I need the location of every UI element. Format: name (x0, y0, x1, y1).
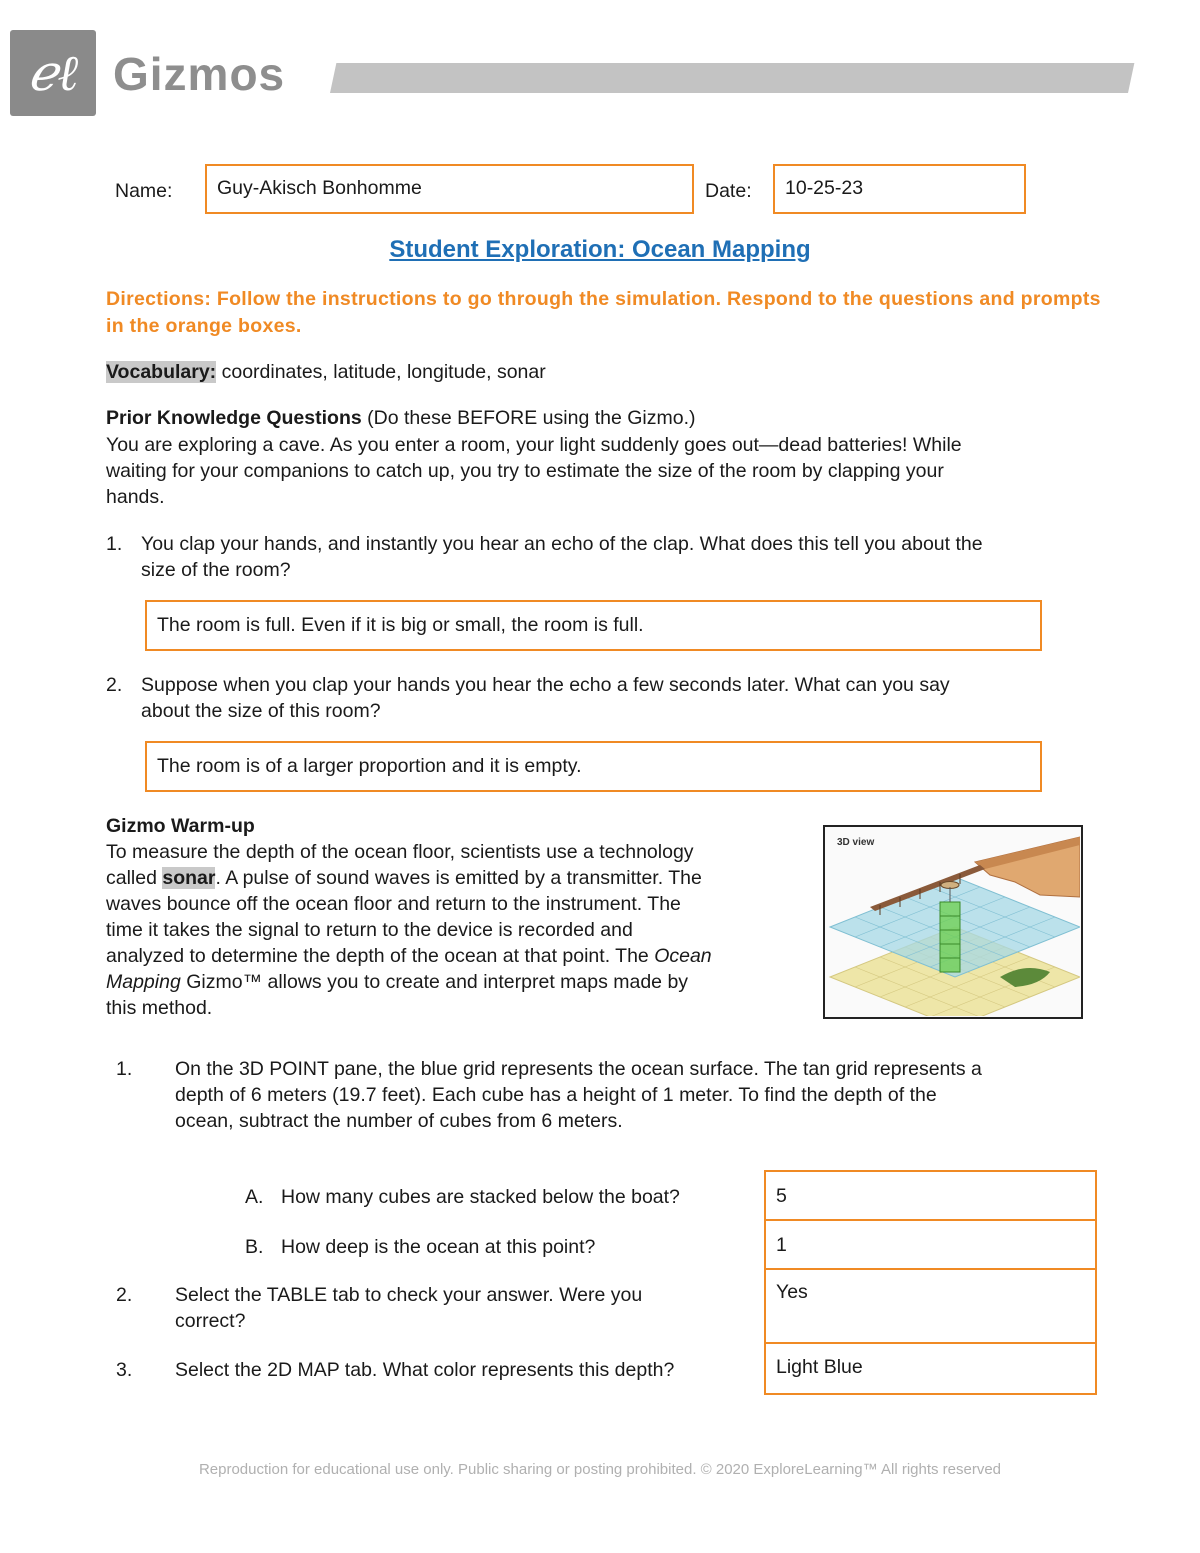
answer-text: The room is of a larger proportion and it is empty. (157, 755, 582, 777)
page-title: Student Exploration: Ocean Mapping (389, 236, 811, 263)
subquestion-text: How many cubes are stacked below the boat? (281, 1186, 680, 1208)
answer-box[interactable] (145, 600, 1042, 651)
date-value: 10-25-23 (785, 177, 864, 199)
answer-cell[interactable] (766, 1344, 1095, 1392)
question-text (175, 1282, 642, 1334)
image-label: 3D view (837, 837, 875, 848)
question-line: You clap your hands, and instantly you hear an echo of the clap. What does this tell you about the (141, 533, 983, 555)
explorelearning-logo-icon: ℯℓ (27, 44, 79, 102)
answer-text: 1 (776, 1234, 787, 1256)
name-value: Guy-Akisch Bonhomme (217, 177, 422, 199)
question-line: correct? (175, 1310, 246, 1332)
warmup-line: To measure the depth of the ocean floor, scientists use a technology (106, 841, 694, 863)
vocabulary (106, 359, 546, 385)
warmup-line: waves bounce off the ocean floor and return to the instrument. The (106, 893, 681, 915)
question-text (175, 1056, 982, 1134)
name-label: Name: (115, 180, 173, 202)
question-number: 3. (116, 1359, 133, 1381)
sonar-term: sonar (162, 867, 216, 889)
answer-table (764, 1170, 1097, 1395)
answer-cell[interactable] (766, 1270, 1095, 1344)
answer-text: The room is full. Even if it is big or small, the room is full. (157, 614, 644, 636)
question-line: On the 3D POINT pane, the blue grid represents the ocean surface. The tan grid represents a (175, 1058, 982, 1080)
prior-intro-line: You are exploring a cave. As you enter a room, your light suddenly goes out—dead batteries! While (106, 434, 962, 456)
subquestion-label: B. (245, 1236, 264, 1258)
warmup-line: this method. (106, 997, 213, 1019)
warmup-heading: Gizmo Warm-up (106, 815, 255, 837)
header-bar (330, 63, 1134, 93)
question-line: ocean, subtract the number of cubes from 6 meters. (175, 1110, 623, 1132)
directions: Directions: Follow the instructions to go through the simulation. Respond to the questions and prompts in the orange boxes. (106, 288, 1101, 337)
question-text (141, 531, 983, 583)
question-text: Select the 2D MAP tab. What color represents this depth? (175, 1359, 675, 1381)
prior-intro-line: hands. (106, 486, 165, 508)
prior-heading-note: (Do these BEFORE using the Gizmo.) (361, 407, 696, 429)
date-label: Date: (705, 180, 752, 202)
question-number: 1. (106, 533, 123, 555)
question-line: about the size of this room? (141, 700, 381, 722)
brand-name: Gizmos (113, 48, 286, 100)
warmup-section (106, 813, 806, 1021)
prior-heading-title: Prior Knowledge Questions (106, 407, 362, 429)
prior-intro (106, 432, 962, 510)
footer-copyright: Reproduction for educational use only. Public sharing or posting prohibited. © 2020 ExploreLearning™ All rights reserved (198, 1461, 1002, 1478)
ocean-3d-illustration (825, 827, 1080, 1016)
question-number: 1. (116, 1058, 133, 1080)
warmup-line: called sonar. A pulse of sound waves is emitted by a transmitter. The (106, 867, 702, 889)
answer-text: Yes (776, 1281, 808, 1303)
warmup-line: analyzed to determine the depth of the ocean at that point. The Ocean (106, 945, 712, 967)
subquestion-text: How deep is the ocean at this point? (281, 1236, 596, 1258)
name-field[interactable] (205, 164, 694, 214)
question-text (141, 672, 950, 724)
question-line: depth of 6 meters (19.7 feet). Each cube has a height of 1 meter. To find the depth of the (175, 1084, 937, 1106)
answer-cell[interactable] (766, 1172, 1095, 1221)
question-number: 2. (106, 674, 123, 696)
answer-box[interactable] (145, 741, 1042, 792)
warmup-line: Mapping Gizmo™ allows you to create and interpret maps made by (106, 971, 689, 993)
gizmo-3d-view-image (823, 825, 1083, 1019)
question-line: Suppose when you clap your hands you hear the echo a few seconds later. What can you say (141, 674, 950, 696)
date-field[interactable] (773, 164, 1026, 214)
warmup-line: time it takes the signal to return to the device is recorded and (106, 919, 633, 941)
question-line: Select the TABLE tab to check your answer. Were you (175, 1284, 643, 1306)
answer-text: 5 (776, 1185, 787, 1207)
answer-text: Light Blue (776, 1356, 863, 1378)
subquestion-label: A. (245, 1186, 264, 1208)
question-line: size of the room? (141, 559, 291, 581)
answer-cell[interactable] (766, 1221, 1095, 1270)
question-number: 2. (116, 1284, 133, 1306)
prior-intro-line: waiting for your companions to catch up, you try to estimate the size of the room by clapping your (106, 460, 944, 482)
vocabulary-label: Vocabulary: (106, 361, 217, 383)
prior-heading (106, 405, 696, 431)
vocabulary-terms: coordinates, latitude, longitude, sonar (216, 361, 546, 383)
